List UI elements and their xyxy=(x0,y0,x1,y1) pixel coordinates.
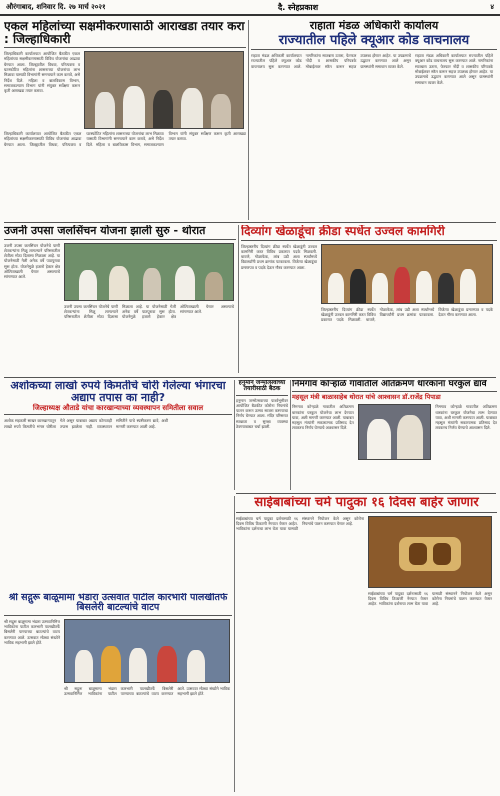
story-headline: दिव्यांग खेळाडूंचा क्रीडा स्पर्धेत उज्वल कामगिरी xyxy=(241,225,497,241)
masthead xyxy=(0,0,500,16)
story-nimgaon-housing xyxy=(292,380,497,492)
column-divider xyxy=(234,496,235,792)
column-divider xyxy=(238,225,239,373)
story-body-continued: जिल्हास्तरीय दिव्यांग क्रीडा स्पर्धेत खेळाडूंनी उज्वल कामगिरी करत विविध प्रकारात पदके मिळवली. धावणे, गोळाफेक, लांब उडी अशा स्पर्धांमध्ये विद्यार्थ्यांनी प्रथम क्रमांक पटकावला. विजेत्या खेळाडूंचा प्रमाणपत्र व पदके देऊन गौरव करण्यात आला. xyxy=(321,306,493,323)
story-body: जिल्हास्तरीय दिव्यांग क्रीडा स्पर्धेत खेळाडूंनी उज्वल कामगिरी करत विविध प्रकारात पदके मिळवली. धावणे, गोळाफेक, लांब उडी अशा स्पर्धांमध्ये विद्यार्थ्यांनी प्रथम क्रमांक पटकावला. विजेत्या खेळाडूंचा प्रमाणपत्र व पदके देऊन गौरव करण्यात आला. xyxy=(241,243,317,270)
story-qr-library xyxy=(251,20,497,220)
story-body-continued: राहाता मंडळ अधिकारी कार्यालयात राज्यातील पहिले क्यूआर कोड वाचनालय सुरू करण्यात आले. नागरिकांना सातबारा उतारा, फेरफार नोंदी व शासकीय परिपत्रके मोबाईलवर स्कॅन करून सहज उपलब्ध होणार आहेत. या उपक्रमाचे उद्घाटन करण्यात आले असून ग्रामस्थांनी समाधान व्यक्त केले. xyxy=(415,53,493,85)
masthead-paper-name: दै. स्नेहप्रकाश xyxy=(277,2,319,12)
story-body-continued: जिल्हाधिकारी कार्यालयात आयोजित बैठकीत एकल महिलांच्या सक्षमीकरणासाठी विविध योजनांचा आढावा घेण्यात आला. जिल्ह्यातील विधवा, परित्यक्ता व घटस्फोटित महिलांना शासनाच्या योजनांचा लाभ मिळावा यासाठी विभागांनी समन्वयाने काम करावे, असे निर्देश दिले. महिला व बालविकास विभाग, समाजकल्याण विभाग यांनी संयुक्त सर्वेक्षण करून कृती आराखडा तयार करावा. xyxy=(4,131,246,147)
story-headline: उजनी उपसा जलसिंचन योजना झाली सुरु - थोरात xyxy=(4,225,236,240)
story-balumama-festival xyxy=(4,593,232,793)
story-headline: साईबाबांच्या चर्म पादुका १६ दिवस बाहेर जाणार xyxy=(236,496,497,513)
story-sai-padukas xyxy=(236,496,497,792)
column-divider xyxy=(248,20,249,220)
story-subhead: राज्यातील पहिले क्यूआर कोड वाचनालय xyxy=(251,34,497,51)
story-headline: निमगाव कोऱ्हाळे गावातील अतिक्रमण धारकांना घरकुल द्यावे xyxy=(292,380,497,392)
story-subhead: जिल्हाध्यक्ष औताडे यांचा कारखान्याच्या व्यवस्थापन समितीला सवाल xyxy=(4,405,232,415)
story-body-continued: निमगाव कोऱ्हाळे गावातील अतिक्रमण धारकांना घरकुल योजनेचा लाभ देण्यात यावा, अशी मागणी करण्यात आली. याबाबत महसूल मंत्र्यांनी सकारात्मक प्रतिसाद देत लवकरच निर्णय घेण्याचे आश्वासन दिले. xyxy=(435,404,497,431)
story-headline: एकल महिलांच्या सक्षमीकरणासाठी आराखडा तयार करा : जिल्हाधिकारी xyxy=(4,20,246,48)
meeting-photo xyxy=(84,51,244,129)
section-divider xyxy=(236,493,496,494)
story-headline: हनुमान जन्मोत्सवाच्या तयारीसाठी बैठक xyxy=(236,380,288,396)
story-subhead: महसूल मंत्री बाळासाहेब थोरात यांचे आश्वासन डॉ.राजेंद्र पिपाडा xyxy=(292,393,441,402)
story-headline: राहाता मंडळ अधिकारी कार्यालय xyxy=(309,20,439,32)
festival-photo xyxy=(64,619,230,683)
page-number: ४ xyxy=(490,2,494,11)
scheme-photo xyxy=(64,243,234,301)
story-body: निमगाव कोऱ्हाळे गावातील अतिक्रमण धारकांना घरकुल योजनेचा लाभ देण्यात यावा, अशी मागणी करण्यात आली. याबाबत महसूल मंत्र्यांनी सकारात्मक प्रतिसाद देत लवकरच निर्णय घेण्याचे आश्वासन दिले. xyxy=(292,404,354,431)
story-body: उजनी उपसा जलसिंचन योजनेचे पाणी शेतकऱ्यांना मिळू लागल्याने परिसरातील शेतीला मोठा दिलासा मिळाला आहे. या योजनेसाठी गेली अनेक वर्षे पाठपुरावा सुरू होता. योजनेमुळे हजारो हेक्टर क्षेत्र ओलिताखाली येणार असल्याचे सांगण्यात आले. xyxy=(4,242,60,280)
story-hanuman-meeting xyxy=(236,380,288,492)
column-divider xyxy=(290,380,291,490)
section-divider xyxy=(4,377,496,378)
minister-photo xyxy=(358,404,432,460)
story-single-women xyxy=(4,20,246,220)
story-ujani-scheme xyxy=(4,225,236,375)
padukas-photo xyxy=(368,516,492,588)
story-body: हनुमान जन्मोत्सवाच्या पार्श्वभूमीवर आयोजित बैठकीत कोरोना नियमांचे पालन करून उत्सव साजरा करण्याचा निर्णय घेण्यात आला. मंदिर परिसरात स्वच्छता व सुरक्षा व्यवस्था ठेवण्याबाबत चर्चा झाली. xyxy=(236,397,288,429)
story-body: साईबाबांच्या चर्म पादुका दर्शनासाठी १६ दिवस विविध ठिकाणी नेण्यात येणार आहेत. भाविकांना दर्शनाचा लाभ घेता यावा यासाठी संस्थानने नियोजन केले असून कोरोना नियमांचे पालन करण्यात येणार आहे. xyxy=(236,515,364,532)
story-headline: अशोकच्या लाखो रुपये किमतीचे चोरी गेलेल्या भंगारचा अद्याप तपास का नाही? xyxy=(10,380,226,404)
story-body: अशोक सहकारी साखर कारखान्यातून लाखो रुपये किमतीचे भंगार चोरीला गेले असून याबाबत अद्याप कोणताही तपास झालेला नाही. व्यवस्थापन समितीने याचे स्पष्टीकरण द्यावे, अशी मागणी करण्यात आली आहे. xyxy=(4,418,168,429)
story-body-continued: साईबाबांच्या चर्म पादुका दर्शनासाठी १६ दिवस विविध ठिकाणी नेण्यात येणार आहेत. भाविकांना दर्शनाचा लाभ घेता यावा यासाठी संस्थानने नियोजन केले असून कोरोना नियमांचे पालन करण्यात येणार आहे. xyxy=(368,590,492,607)
story-disabled-athletes xyxy=(241,225,497,375)
column-divider xyxy=(234,380,235,490)
masthead-date: औरंगाबाद, शनिवार दि. २७ मार्च २०२१ xyxy=(6,2,106,11)
story-body: श्री सद्गुरू बाळूमामा भंडारा उत्सवानिमित्त भाविकांना पाटील कारभारी पालखीतर्फे बिसलेरी पाण्याच्या बाटल्यांचे वाटप करण्यात आले. उत्सवात मोठ्या संख्येने भाविक सहभागी झाले होते. xyxy=(4,618,60,645)
story-body: जिल्हाधिकारी कार्यालयात आयोजित बैठकीत एकल महिलांच्या सक्षमीकरणासाठी विविध योजनांचा आढावा घेण्यात आला. जिल्ह्यातील विधवा, परित्यक्ता व घटस्फोटित महिलांना शासनाच्या योजनांचा लाभ मिळावा यासाठी विभागांनी समन्वयाने काम करावे, असे निर्देश दिले. महिला व बालविकास विभाग, समाजकल्याण विभाग यांनी संयुक्त सर्वेक्षण करून कृती आराखडा तयार करावा. xyxy=(4,51,80,94)
section-divider xyxy=(4,222,496,223)
story-body-continued: श्री सद्गुरू बाळूमामा भंडारा उत्सवानिमित्त भाविकांना पाटील कारभारी पालखीतर्फे बिसलेरी पाण्याच्या बाटल्यांचे वाटप करण्यात आले. उत्सवात मोठ्या संख्येने भाविक सहभागी झाले होते. xyxy=(64,685,230,697)
story-body-continued: उजनी उपसा जलसिंचन योजनेचे पाणी शेतकऱ्यांना मिळू लागल्याने परिसरातील शेतीला मोठा दिलासा मिळाला आहे. या योजनेसाठी गेली अनेक वर्षे पाठपुरावा सुरू होता. योजनेमुळे हजारो हेक्टर क्षेत्र ओलिताखाली येणार असल्याचे सांगण्यात आले. xyxy=(64,303,234,320)
athletes-photo xyxy=(321,244,493,304)
story-body: राहाता मंडळ अधिकारी कार्यालयात राज्यातील पहिले क्यूआर कोड वाचनालय सुरू करण्यात आले. नागरिकांना सातबारा उतारा, फेरफार नोंदी व शासकीय परिपत्रके मोबाईलवर स्कॅन करून सहज उपलब्ध होणार आहेत. या उपक्रमाचे उद्घाटन करण्यात आले असून ग्रामस्थांनी समाधान व्यक्त केले. xyxy=(251,53,411,69)
story-ashok-scrap xyxy=(4,380,232,590)
story-headline: श्री सद्गुरू बाळूमामा भंडारा उत्सवात पाटील कारभारी पालखीतर्फे बिसलेरी बाटल्यांचे वाटप xyxy=(4,593,232,616)
